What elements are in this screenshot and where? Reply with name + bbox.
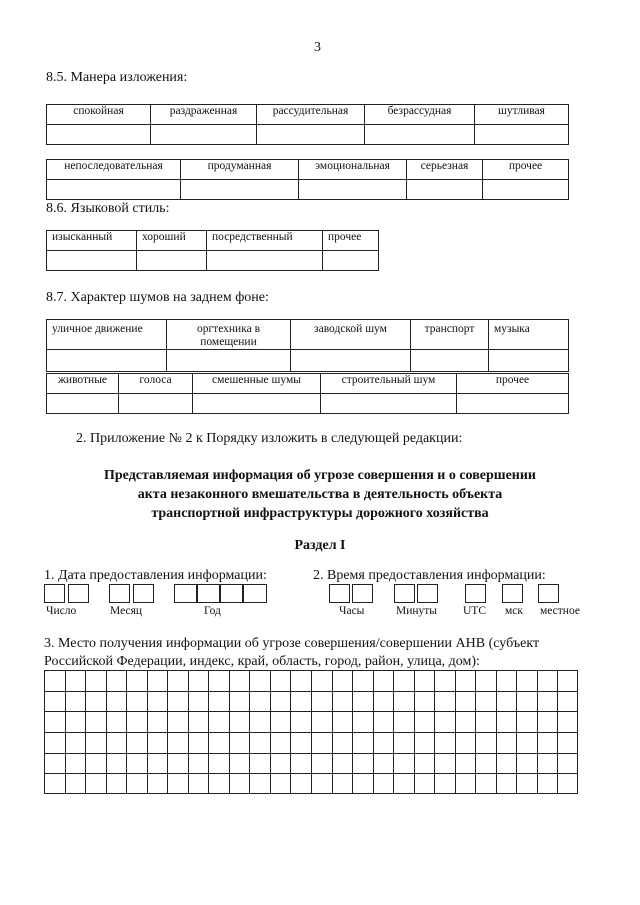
- grid-char-cell[interactable]: [332, 711, 353, 732]
- grid-char-cell[interactable]: [475, 711, 496, 732]
- grid-char-cell[interactable]: [270, 711, 291, 732]
- option-cell[interactable]: [321, 394, 457, 414]
- grid-char-cell[interactable]: [188, 691, 209, 712]
- grid-char-cell[interactable]: [516, 773, 537, 794]
- grid-char-cell[interactable]: [65, 773, 86, 794]
- year-sublabel: Год: [204, 605, 221, 617]
- option-label: спокойная: [47, 105, 151, 125]
- grid-char-cell[interactable]: [126, 670, 147, 691]
- grid-char-cell[interactable]: [496, 711, 517, 732]
- grid-char-cell[interactable]: [455, 670, 476, 691]
- grid-char-cell[interactable]: [65, 711, 86, 732]
- grid-char-cell[interactable]: [147, 691, 168, 712]
- manner-table-2: [46, 159, 569, 200]
- msk-sublabel: мск: [505, 605, 523, 617]
- grid-char-cell[interactable]: [167, 732, 188, 753]
- option-label: животные: [47, 374, 119, 394]
- option-cell[interactable]: [181, 180, 299, 200]
- grid-char-cell[interactable]: [393, 670, 414, 691]
- grid-char-cell[interactable]: [455, 711, 476, 732]
- grid-char-cell[interactable]: [393, 753, 414, 774]
- noise-table-2: [46, 373, 569, 414]
- title-line-3: транспортной инфраструктуры дорожного хозяйства: [151, 506, 489, 521]
- grid-char-cell[interactable]: [44, 732, 65, 753]
- grid-char-cell[interactable]: [311, 711, 332, 732]
- grid-char-cell[interactable]: [126, 773, 147, 794]
- option-label: прочее: [457, 374, 569, 394]
- grid-char-cell[interactable]: [516, 732, 537, 753]
- grid-char-cell[interactable]: [106, 732, 127, 753]
- option-label: прочее: [323, 231, 379, 251]
- option-label: посредственный: [207, 231, 323, 251]
- option-cell[interactable]: [291, 350, 411, 372]
- option-label: шутливая: [475, 105, 569, 125]
- grid-char-cell[interactable]: [332, 691, 353, 712]
- grid-char-cell[interactable]: [414, 711, 435, 732]
- grid-char-cell[interactable]: [208, 691, 229, 712]
- grid-char-cell[interactable]: [106, 753, 127, 774]
- option-label: транспорт: [411, 320, 489, 350]
- grid-char-cell[interactable]: [126, 711, 147, 732]
- grid-char-cell[interactable]: [434, 753, 455, 774]
- grid-char-cell[interactable]: [167, 670, 188, 691]
- grid-char-cell[interactable]: [229, 670, 250, 691]
- grid-char-cell[interactable]: [496, 773, 517, 794]
- option-cell[interactable]: [119, 394, 193, 414]
- option-label: голоса: [119, 374, 193, 394]
- option-label: музыка: [489, 320, 569, 350]
- month-digit-box[interactable]: [109, 584, 130, 603]
- style-table: [46, 230, 379, 271]
- grid-char-cell[interactable]: [516, 711, 537, 732]
- grid-char-cell[interactable]: [475, 670, 496, 691]
- grid-char-cell[interactable]: [229, 773, 250, 794]
- utc-checkbox[interactable]: [465, 584, 486, 603]
- grid-char-cell[interactable]: [44, 670, 65, 691]
- grid-char-cell[interactable]: [249, 773, 270, 794]
- grid-char-cell[interactable]: [147, 732, 168, 753]
- grid-char-cell[interactable]: [188, 732, 209, 753]
- grid-char-cell[interactable]: [290, 732, 311, 753]
- grid-char-cell[interactable]: [373, 732, 394, 753]
- grid-char-cell[interactable]: [270, 773, 291, 794]
- grid-char-cell[interactable]: [44, 711, 65, 732]
- day-digit-box[interactable]: [68, 584, 89, 603]
- grid-char-cell[interactable]: [106, 691, 127, 712]
- option-label: продуманная: [181, 160, 299, 180]
- grid-char-cell[interactable]: [557, 670, 578, 691]
- grid-char-cell[interactable]: [475, 773, 496, 794]
- location-label-line-1: 3. Место получения информации об угрозе совершения/совершении АНВ (субъект: [44, 636, 540, 651]
- grid-char-cell[interactable]: [557, 691, 578, 712]
- grid-char-cell[interactable]: [352, 670, 373, 691]
- grid-char-cell[interactable]: [167, 773, 188, 794]
- grid-char-cell[interactable]: [229, 691, 250, 712]
- grid-char-cell[interactable]: [270, 670, 291, 691]
- grid-char-cell[interactable]: [311, 691, 332, 712]
- grid-char-cell[interactable]: [332, 773, 353, 794]
- grid-char-cell[interactable]: [537, 753, 558, 774]
- minutes-digit-box[interactable]: [394, 584, 415, 603]
- grid-char-cell[interactable]: [475, 691, 496, 712]
- option-label: смешенные шумы: [193, 374, 321, 394]
- grid-char-cell[interactable]: [373, 773, 394, 794]
- grid-char-cell[interactable]: [455, 691, 476, 712]
- location-character-grid[interactable]: [44, 670, 578, 794]
- grid-char-cell[interactable]: [290, 753, 311, 774]
- grid-char-cell[interactable]: [85, 773, 106, 794]
- year-digit-box[interactable]: [197, 584, 220, 603]
- hours-digit-box[interactable]: [329, 584, 350, 603]
- grid-char-cell[interactable]: [352, 711, 373, 732]
- grid-char-cell[interactable]: [167, 711, 188, 732]
- grid-char-cell[interactable]: [475, 753, 496, 774]
- grid-char-cell[interactable]: [434, 691, 455, 712]
- grid-char-cell[interactable]: [373, 691, 394, 712]
- option-label: заводской шум: [291, 320, 411, 350]
- grid-char-cell[interactable]: [434, 773, 455, 794]
- grid-char-cell[interactable]: [85, 691, 106, 712]
- option-cell[interactable]: [407, 180, 483, 200]
- grid-char-cell[interactable]: [44, 773, 65, 794]
- option-label: изысканный: [47, 231, 137, 251]
- grid-char-cell[interactable]: [434, 670, 455, 691]
- grid-char-cell[interactable]: [557, 773, 578, 794]
- grid-char-cell[interactable]: [393, 732, 414, 753]
- grid-char-cell[interactable]: [167, 753, 188, 774]
- grid-char-cell[interactable]: [373, 711, 394, 732]
- utc-sublabel: UTC: [463, 605, 486, 617]
- grid-char-cell[interactable]: [414, 670, 435, 691]
- manner-table-1: [46, 104, 569, 145]
- hours-digit-box[interactable]: [352, 584, 373, 603]
- grid-char-cell[interactable]: [352, 753, 373, 774]
- option-cell[interactable]: [365, 125, 475, 145]
- grid-char-cell[interactable]: [516, 691, 537, 712]
- option-cell[interactable]: [475, 125, 569, 145]
- grid-char-cell[interactable]: [414, 691, 435, 712]
- minutes-sublabel: Минуты: [396, 605, 438, 617]
- month-sublabel: Месяц: [110, 605, 143, 617]
- grid-char-cell[interactable]: [373, 753, 394, 774]
- grid-char-cell[interactable]: [126, 732, 147, 753]
- grid-char-cell[interactable]: [332, 732, 353, 753]
- option-label: непоследовательная: [47, 160, 181, 180]
- grid-char-cell[interactable]: [65, 753, 86, 774]
- grid-char-cell[interactable]: [270, 732, 291, 753]
- grid-char-cell[interactable]: [106, 773, 127, 794]
- grid-char-cell[interactable]: [229, 753, 250, 774]
- page-number: 3: [314, 40, 321, 55]
- grid-char-cell[interactable]: [455, 753, 476, 774]
- grid-char-cell[interactable]: [311, 670, 332, 691]
- year-digit-box[interactable]: [220, 584, 243, 603]
- grid-char-cell[interactable]: [188, 753, 209, 774]
- time-label: 2. Время предоставления информации:: [313, 568, 546, 583]
- grid-char-cell[interactable]: [496, 732, 517, 753]
- title-line-1: Представляемая информация об угрозе совершения и о совершении: [104, 468, 536, 483]
- location-label-line-2: Российской Федерации, индекс, край, область, город, район, улица, дом):: [44, 654, 480, 669]
- option-cell[interactable]: [411, 350, 489, 372]
- grid-char-cell[interactable]: [147, 711, 168, 732]
- grid-char-cell[interactable]: [290, 711, 311, 732]
- grid-char-cell[interactable]: [352, 691, 373, 712]
- grid-char-cell[interactable]: [311, 773, 332, 794]
- grid-char-cell[interactable]: [332, 670, 353, 691]
- heading-8-7: 8.7. Характер шумов на заднем фоне:: [46, 290, 269, 305]
- grid-char-cell[interactable]: [290, 691, 311, 712]
- option-cell[interactable]: [167, 350, 291, 372]
- grid-char-cell[interactable]: [475, 732, 496, 753]
- msk-checkbox[interactable]: [502, 584, 523, 603]
- grid-char-cell[interactable]: [270, 753, 291, 774]
- grid-char-cell[interactable]: [496, 670, 517, 691]
- grid-char-cell[interactable]: [85, 670, 106, 691]
- grid-char-cell[interactable]: [106, 670, 127, 691]
- grid-char-cell[interactable]: [249, 691, 270, 712]
- grid-char-cell[interactable]: [352, 773, 373, 794]
- heading-8-5: 8.5. Манера изложения:: [46, 70, 188, 85]
- grid-char-cell[interactable]: [44, 753, 65, 774]
- option-label: оргтехника в помещении: [167, 320, 291, 350]
- option-label: серьезная: [407, 160, 483, 180]
- grid-char-cell[interactable]: [208, 753, 229, 774]
- grid-char-cell[interactable]: [208, 711, 229, 732]
- option-cell[interactable]: [47, 180, 181, 200]
- year-digit-box[interactable]: [174, 584, 197, 603]
- grid-char-cell[interactable]: [537, 732, 558, 753]
- grid-char-cell[interactable]: [208, 732, 229, 753]
- option-label: прочее: [483, 160, 569, 180]
- section-title: Раздел I: [294, 538, 346, 553]
- grid-char-cell[interactable]: [249, 711, 270, 732]
- grid-char-cell[interactable]: [229, 732, 250, 753]
- grid-char-cell[interactable]: [537, 670, 558, 691]
- option-cell[interactable]: [489, 350, 569, 372]
- option-cell[interactable]: [47, 394, 119, 414]
- grid-char-cell[interactable]: [85, 732, 106, 753]
- option-cell[interactable]: [47, 251, 137, 271]
- grid-char-cell[interactable]: [496, 753, 517, 774]
- year-digit-box[interactable]: [243, 584, 267, 603]
- grid-char-cell[interactable]: [208, 773, 229, 794]
- grid-char-cell[interactable]: [147, 773, 168, 794]
- option-label: раздраженная: [151, 105, 257, 125]
- grid-char-cell[interactable]: [85, 753, 106, 774]
- option-cell[interactable]: [299, 180, 407, 200]
- grid-char-cell[interactable]: [516, 753, 537, 774]
- grid-char-cell[interactable]: [434, 732, 455, 753]
- option-cell[interactable]: [257, 125, 365, 145]
- grid-char-cell[interactable]: [249, 753, 270, 774]
- grid-char-cell[interactable]: [455, 732, 476, 753]
- grid-char-cell[interactable]: [188, 773, 209, 794]
- grid-char-cell[interactable]: [557, 753, 578, 774]
- local-time-checkbox[interactable]: [538, 584, 559, 603]
- option-label: уличное движение: [47, 320, 167, 350]
- grid-char-cell[interactable]: [414, 753, 435, 774]
- grid-char-cell[interactable]: [537, 711, 558, 732]
- grid-char-cell[interactable]: [332, 753, 353, 774]
- grid-char-cell[interactable]: [311, 753, 332, 774]
- option-label: рассудительная: [257, 105, 365, 125]
- grid-char-cell[interactable]: [65, 691, 86, 712]
- grid-char-cell[interactable]: [496, 691, 517, 712]
- grid-char-cell[interactable]: [290, 773, 311, 794]
- option-cell[interactable]: [457, 394, 569, 414]
- grid-char-cell[interactable]: [434, 711, 455, 732]
- option-cell[interactable]: [151, 125, 257, 145]
- grid-char-cell[interactable]: [311, 732, 332, 753]
- grid-char-cell[interactable]: [414, 732, 435, 753]
- option-cell[interactable]: [137, 251, 207, 271]
- grid-char-cell[interactable]: [188, 670, 209, 691]
- item-2-text: 2. Приложение № 2 к Порядку изложить в следующей редакции:: [76, 431, 463, 446]
- title-line-2: акта незаконного вмешательства в деятельность объекта: [137, 487, 503, 502]
- grid-char-cell[interactable]: [106, 711, 127, 732]
- grid-char-cell[interactable]: [393, 773, 414, 794]
- grid-char-cell[interactable]: [208, 670, 229, 691]
- minutes-digit-box[interactable]: [417, 584, 438, 603]
- day-sublabel: Число: [46, 605, 77, 617]
- grid-char-cell[interactable]: [126, 691, 147, 712]
- option-cell[interactable]: [207, 251, 323, 271]
- option-label: эмоциональная: [299, 160, 407, 180]
- grid-char-cell[interactable]: [167, 691, 188, 712]
- grid-char-cell[interactable]: [393, 691, 414, 712]
- grid-char-cell[interactable]: [352, 732, 373, 753]
- day-digit-box[interactable]: [44, 584, 65, 603]
- grid-char-cell[interactable]: [147, 670, 168, 691]
- grid-char-cell[interactable]: [249, 670, 270, 691]
- grid-char-cell[interactable]: [455, 773, 476, 794]
- hours-sublabel: Часы: [339, 605, 365, 617]
- grid-char-cell[interactable]: [188, 711, 209, 732]
- option-cell[interactable]: [483, 180, 569, 200]
- grid-char-cell[interactable]: [147, 753, 168, 774]
- option-cell[interactable]: [193, 394, 321, 414]
- grid-char-cell[interactable]: [557, 711, 578, 732]
- grid-char-cell[interactable]: [537, 773, 558, 794]
- grid-char-cell[interactable]: [393, 711, 414, 732]
- noise-table-1: [46, 319, 569, 372]
- grid-char-cell[interactable]: [537, 691, 558, 712]
- grid-char-cell[interactable]: [270, 691, 291, 712]
- grid-char-cell[interactable]: [126, 753, 147, 774]
- grid-char-cell[interactable]: [557, 732, 578, 753]
- grid-char-cell[interactable]: [249, 732, 270, 753]
- local-sublabel: местное: [540, 605, 580, 617]
- grid-char-cell[interactable]: [65, 732, 86, 753]
- grid-char-cell[interactable]: [229, 711, 250, 732]
- heading-8-6: 8.6. Языковой стиль:: [46, 201, 170, 216]
- grid-char-cell[interactable]: [290, 670, 311, 691]
- month-digit-box[interactable]: [133, 584, 154, 603]
- grid-char-cell[interactable]: [373, 670, 394, 691]
- grid-char-cell[interactable]: [44, 691, 65, 712]
- option-cell[interactable]: [323, 251, 379, 271]
- grid-char-cell[interactable]: [414, 773, 435, 794]
- grid-char-cell[interactable]: [65, 670, 86, 691]
- grid-char-cell[interactable]: [516, 670, 537, 691]
- option-cell[interactable]: [47, 350, 167, 372]
- option-label: безрассудная: [365, 105, 475, 125]
- option-cell[interactable]: [47, 125, 151, 145]
- option-label: строительный шум: [321, 374, 457, 394]
- grid-char-cell[interactable]: [85, 711, 106, 732]
- option-label: хороший: [137, 231, 207, 251]
- date-label: 1. Дата предоставления информации:: [44, 568, 267, 583]
